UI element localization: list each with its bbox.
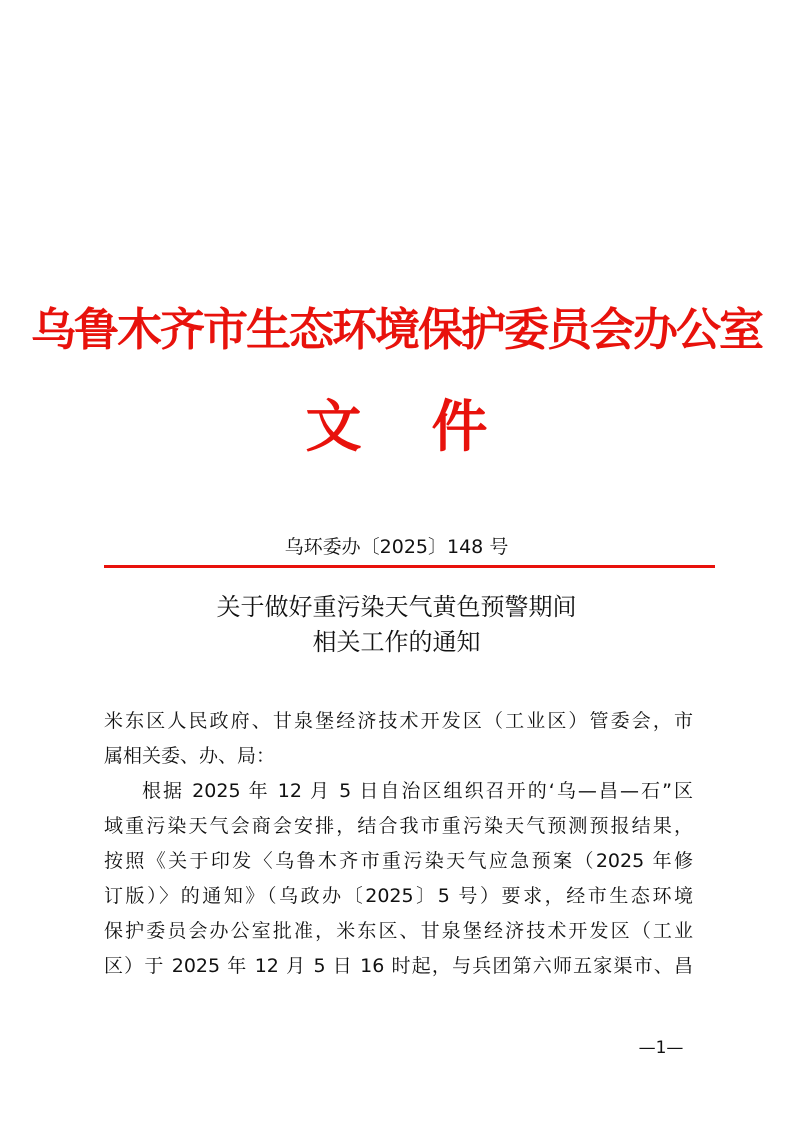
issuer-header: 乌鲁木齐市生态环境保护委员会办公室 <box>30 303 762 356</box>
document-type-char: 件 <box>431 395 488 460</box>
paragraph-line: 域重污染天气会商会安排，结合我市重污染天气预测预报结果， <box>104 815 693 837</box>
notice-title <box>0 590 793 660</box>
page-number: —1— <box>638 1038 684 1058</box>
document-number: 乌环委办〔2025〕148 号 <box>284 536 509 558</box>
body-text <box>104 704 693 984</box>
document-type-heading <box>0 392 793 464</box>
notice-title-line: 关于做好重污染天气黄色预警期间 <box>216 593 577 621</box>
addressee-line: 米东区人民政府、甘泉堡经济技术开发区（工业区）管委会，市 <box>104 710 693 732</box>
paragraph-line: 保护委员会办公室批准，米东区、甘泉堡经济技术开发区（工业 <box>104 920 693 942</box>
notice-title-line: 相关工作的通知 <box>312 628 481 656</box>
paragraph-line: 按照《关于印发〈乌鲁木齐市重污染天气应急预案（2025 年修 <box>104 850 693 872</box>
addressee-line: 属相关委、办、局： <box>104 745 276 767</box>
document-type-char: 文 <box>305 395 362 460</box>
paragraph-line: 区）于 2025 年 12 月 5 日 16 时起，与兵团第六师五家渠市、昌 <box>104 955 693 977</box>
paragraph-line: 根据 2025 年 12 月 5 日自治区组织召开的‘乌—昌—石”区 <box>142 780 693 802</box>
paragraph-line: 订版）〉的通知》（乌政办〔2025〕5 号）要求，经市生态环境 <box>104 885 693 907</box>
red-divider-line <box>104 565 715 568</box>
